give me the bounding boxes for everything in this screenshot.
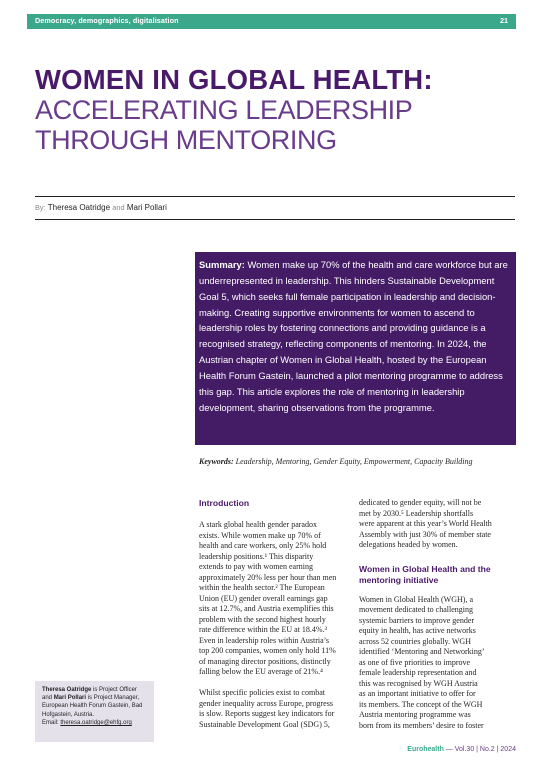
article-column-1 xyxy=(199,498,359,730)
byline-by: By: xyxy=(35,203,46,212)
section-header-bar xyxy=(27,14,516,29)
author-box-name-2: Mari Pollari xyxy=(53,695,87,702)
author-box-role-2: is Project Manager, European Health Forum Gastein, Bad Hofgastein, Austria. xyxy=(42,695,143,718)
byline xyxy=(35,203,167,212)
title-line-2: ACCELERATING LEADERSHIP xyxy=(35,95,413,125)
section-name: Democracy, demographics, digitalisation xyxy=(35,16,179,25)
author-box-role-1: is Project Officer and xyxy=(42,687,137,702)
introduction-heading: Introduction xyxy=(199,498,250,508)
keywords-text: Leadership, Mentoring, Gender Equity, Empowerment, Capacity Building xyxy=(233,457,473,466)
summary-text: Women make up 70% of the health and care workforce but are underrepresented in leadership. This hinders Sustainable Development Goal 5, which seeks full female participation in leadership and decision-making. Creating supportive environments for women to ascend to leadership roles by fostering connections and providing guidance is a recognised strategy, reflecting components of mentoring. In 2024, the Austrian chapter of Women in Global Health, hosted by the European Health Forum Gastein, launched a pilot mentoring programme to address this gap. This article explores the role of mentoring in leadership development, sharing observations from the programme. xyxy=(199,259,508,413)
introduction-paragraph-1: A stark global health gender paradox exists. While women make up 70% of health and care workers, only 25% hold leadership positions.¹ This disparity extends to pay with women earning approximately 20% less per hour than men within the health sector.² The European Union (EU) gender overall earnings gap sits at 12.7%, and Austria exemplifies this problem with the second highest hourly rate difference within the EU at 18.4%.³ Even in leadership roles within Austria’s top 200 companies, women only hold 11% of managing director positions, distinctly falling below the EU average of 21%.⁴ xyxy=(199,520,337,676)
byline-bottom-rule xyxy=(35,219,515,220)
author-email-link[interactable]: theresa.oatridge@ehfg.org xyxy=(60,719,132,726)
page-number: 21 xyxy=(500,16,508,25)
wgh-paragraph-1: Women in Global Health (WGH), a movement dedicated to challenging systemic barriers to improve gender equity in health, has active networks across 52 countries globally. WGH identified ‘Mentoring and Networking’ as one of five priorities to improve female leadership representation and this was recognised by WGH Austria as an important initiative to offer for its members. The concept of the WGH Austria mentoring programme was born from its members’ desire to foster xyxy=(359,594,485,730)
journal-brand: Eurohealth xyxy=(407,746,444,753)
author-info-box xyxy=(35,681,154,742)
summary-box xyxy=(195,252,516,445)
column-2-paragraph-1: dedicated to gender equity, will not be met by 2030.⁵ Leadership shortfalls were apparent at this year’s World Health Assembly with just 30% of member state delegations headed by women. xyxy=(359,498,492,549)
title-line-1: WOMEN IN GLOBAL HEALTH: xyxy=(35,64,433,95)
keywords xyxy=(199,457,519,466)
article-column-2 xyxy=(359,498,519,731)
email-label: Email: xyxy=(42,719,61,726)
author-name-2: Mari Pollari xyxy=(126,203,167,212)
article-title xyxy=(35,64,515,155)
title-line-3: THROUGH MENTORING xyxy=(35,125,337,155)
byline-top-rule xyxy=(35,196,515,197)
issue-info: — Vol.30 | No.2 | 2024 xyxy=(443,746,516,753)
summary-label: Summary: xyxy=(199,259,245,270)
author-box-name-1: Theresa Oatridge xyxy=(42,687,92,693)
page-footer xyxy=(407,746,516,753)
introduction-paragraph-2: Whilst specific policies exist to combat gender inequality across Europe, progress is slow. Reports suggest key indicators for Sustainable Development Goal (SDG) 5, xyxy=(199,688,335,729)
byline-and: and xyxy=(112,203,125,212)
author-name-1: Theresa Oatridge xyxy=(47,203,111,212)
wgh-mentoring-heading: Women in Global Health and the mentoring initiative xyxy=(359,563,491,585)
keywords-label: Keywords: xyxy=(199,457,234,466)
